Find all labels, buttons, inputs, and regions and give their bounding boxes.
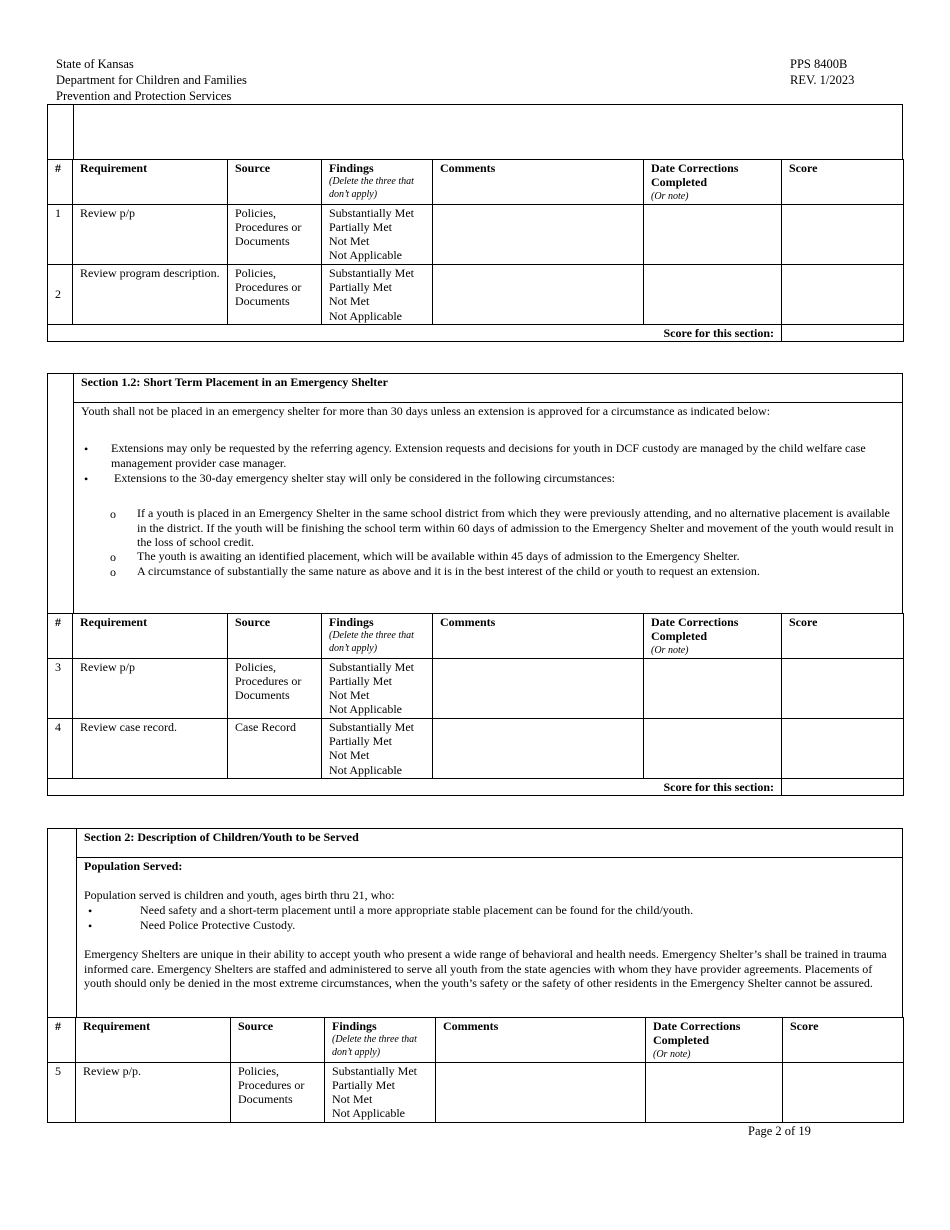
col-score: Score: [782, 160, 904, 205]
score-label: Score for this section:: [48, 778, 782, 795]
header-department: Department for Children and Families: [56, 73, 247, 87]
col-date: Date Corrections Completed (Or note): [646, 1018, 783, 1063]
section12-table: [47, 613, 904, 796]
table-row: [48, 718, 904, 778]
row-num: 5: [48, 1062, 76, 1122]
col-comments: Comments: [433, 614, 644, 659]
col-score: Score: [782, 614, 904, 659]
col-findings: Findings (Delete the three that don’t apply): [325, 1018, 436, 1063]
circle-bullet-icon: o: [110, 565, 116, 579]
circle-bullet-icon: o: [110, 550, 116, 564]
section12-subbullet-2: The youth is awaiting an identified placement, which will be available within 45 days of admission to the Emergency Shelter.: [137, 549, 740, 563]
findings-hint: (Delete the three that don’t apply): [329, 630, 414, 655]
row-requirement[interactable]: Review case record.: [73, 718, 228, 778]
section12-subbullet-1: If a youth is placed in an Emergency Shelter in the same school district from which they were previously attending, and no alternative placement is available in the district. If the youth will be finishing the school term within 60 days of admission to the Emergency Shelter and movement of the youth would result in the loss of school credit.: [137, 506, 894, 549]
row-score-cell[interactable]: [782, 658, 904, 718]
row-source: Case Record: [228, 718, 322, 778]
section12-bullet-1: Extensions may only be requested by the referring agency. Extension requests and decisions for youth in DCF custody are managed by the child welfare case management provider case manager.: [111, 441, 866, 470]
row-date-cell[interactable]: [646, 1062, 783, 1122]
row-score-cell[interactable]: [782, 204, 904, 264]
row-comments-cell[interactable]: [433, 264, 644, 324]
row-date-cell[interactable]: [644, 264, 782, 324]
col-date: Date Corrections Completed (Or note): [644, 160, 782, 205]
row-requirement[interactable]: Review program description.: [73, 264, 228, 324]
page-number: Page 2 of 19: [748, 1124, 811, 1138]
row-date-cell[interactable]: [644, 658, 782, 718]
col-requirement: Requirement: [73, 160, 228, 205]
row-date-cell[interactable]: [644, 718, 782, 778]
score-row: [48, 324, 904, 341]
table-header-row: [48, 160, 904, 205]
col-num: #: [48, 614, 73, 659]
col-findings: Findings (Delete the three that don’t apply): [322, 614, 433, 659]
row-findings[interactable]: Substantially Met Partially Met Not Met Not Applicable: [325, 1062, 436, 1122]
row-requirement[interactable]: Review p/p: [73, 204, 228, 264]
col-requirement: Requirement: [76, 1018, 231, 1063]
row-num: 1: [48, 204, 73, 264]
row-num: 2: [48, 264, 73, 324]
row-score-cell[interactable]: [782, 264, 904, 324]
section12-subbullet-3: A circumstance of substantially the same nature as above and it is in the best interest of the child or youth to request an extension.: [137, 564, 760, 578]
date-hint: (Or note): [651, 644, 689, 656]
section2-title: Section 2: Description of Children/Youth to be Served: [84, 830, 359, 844]
section2-bullet-2: Need Police Protective Custody.: [140, 918, 296, 932]
table-row: [48, 264, 904, 324]
section2-intro: Population served is children and youth, ages birth thru 21, who:: [84, 888, 395, 902]
header-revision: REV. 1/2023: [790, 73, 855, 87]
row-comments-cell[interactable]: [433, 658, 644, 718]
row-source: Policies, Procedures or Documents: [228, 264, 322, 324]
table-row: [48, 658, 904, 718]
row-requirement[interactable]: Review p/p: [73, 658, 228, 718]
row-score-cell[interactable]: [782, 718, 904, 778]
section1-header-box: [47, 104, 903, 160]
section12-title: Section 1.2: Short Term Placement in an Emergency Shelter: [81, 375, 388, 389]
col-num: #: [48, 1018, 76, 1063]
section12-intro: Youth shall not be placed in an emergency shelter for more than 30 days unless an extension is approved for a circumstance as indicated below:: [81, 404, 771, 418]
col-source: Source: [228, 160, 322, 205]
document-header-right: [790, 56, 854, 88]
bullet-icon: •: [84, 442, 89, 456]
table-row: [48, 204, 904, 264]
row-score-cell[interactable]: [783, 1062, 904, 1122]
row-requirement[interactable]: Review p/p.: [76, 1062, 231, 1122]
table-row: [48, 1062, 904, 1122]
section2-table: [47, 1017, 904, 1123]
section2-bullet-1: Need safety and a short-term placement until a more appropriate stable placement can be found for the child/youth.: [140, 903, 694, 917]
row-findings[interactable]: Substantially Met Partially Met Not Met Not Applicable: [322, 658, 433, 718]
section-score-cell[interactable]: [782, 324, 904, 341]
row-num: 4: [48, 718, 73, 778]
section1-table: [47, 159, 904, 342]
row-findings[interactable]: Substantially Met Partially Met Not Met Not Applicable: [322, 204, 433, 264]
row-num: 3: [48, 658, 73, 718]
section12-bullet-2: Extensions to the 30-day emergency shelter stay will only be considered in the following circumstances:: [114, 471, 615, 485]
date-hint: (Or note): [651, 190, 689, 202]
row-findings[interactable]: Substantially Met Partially Met Not Met Not Applicable: [322, 264, 433, 324]
section2-paragraph: Emergency Shelters are unique in their ability to accept youth who present a wide range of behavioral and health needs. Emergency Shelter’s shall be trained in trauma informed care. Emergency Shelters are staffed and administered to serve all youth from the state agencies with whom they have provider agreements. Placements of youth should only be denied in the most extreme circumstances, when the youth’s safety or the safety of other residents in the Emergency Shelter cannot be assured.: [84, 947, 887, 990]
header-state: State of Kansas: [56, 57, 134, 71]
row-comments-cell[interactable]: [433, 718, 644, 778]
col-date: Date Corrections Completed (Or note): [644, 614, 782, 659]
document-header-left: [56, 56, 247, 104]
row-comments-cell[interactable]: [436, 1062, 646, 1122]
section-score-cell[interactable]: [782, 778, 904, 795]
col-findings: Findings (Delete the three that don’t apply): [322, 160, 433, 205]
findings-hint: (Delete the three that don’t apply): [329, 176, 414, 201]
section12-box: [47, 373, 903, 614]
header-division: Prevention and Protection Services: [56, 89, 232, 103]
col-num: #: [48, 160, 73, 205]
section2-box: [47, 828, 903, 1018]
col-score: Score: [783, 1018, 904, 1063]
col-requirement: Requirement: [73, 614, 228, 659]
bullet-icon: •: [84, 472, 89, 486]
findings-hint: (Delete the three that don’t apply): [332, 1034, 417, 1059]
row-date-cell[interactable]: [644, 204, 782, 264]
col-source: Source: [231, 1018, 325, 1063]
circle-bullet-icon: o: [110, 507, 116, 521]
section2-subtitle: Population Served:: [84, 859, 183, 873]
bullet-icon: •: [88, 904, 93, 918]
row-source: Policies, Procedures or Documents: [228, 204, 322, 264]
col-comments: Comments: [433, 160, 644, 205]
table-header-row: [48, 614, 904, 659]
row-findings[interactable]: Substantially Met Partially Met Not Met Not Applicable: [322, 718, 433, 778]
bullet-icon: •: [88, 919, 93, 933]
col-comments: Comments: [436, 1018, 646, 1063]
score-label: Score for this section:: [48, 324, 782, 341]
row-source: Policies, Procedures or Documents: [231, 1062, 325, 1122]
header-form-number: PPS 8400B: [790, 57, 848, 71]
score-row: [48, 778, 904, 795]
col-source: Source: [228, 614, 322, 659]
table-header-row: [48, 1018, 904, 1063]
row-source: Policies, Procedures or Documents: [228, 658, 322, 718]
row-comments-cell[interactable]: [433, 204, 644, 264]
date-hint: (Or note): [653, 1048, 691, 1060]
